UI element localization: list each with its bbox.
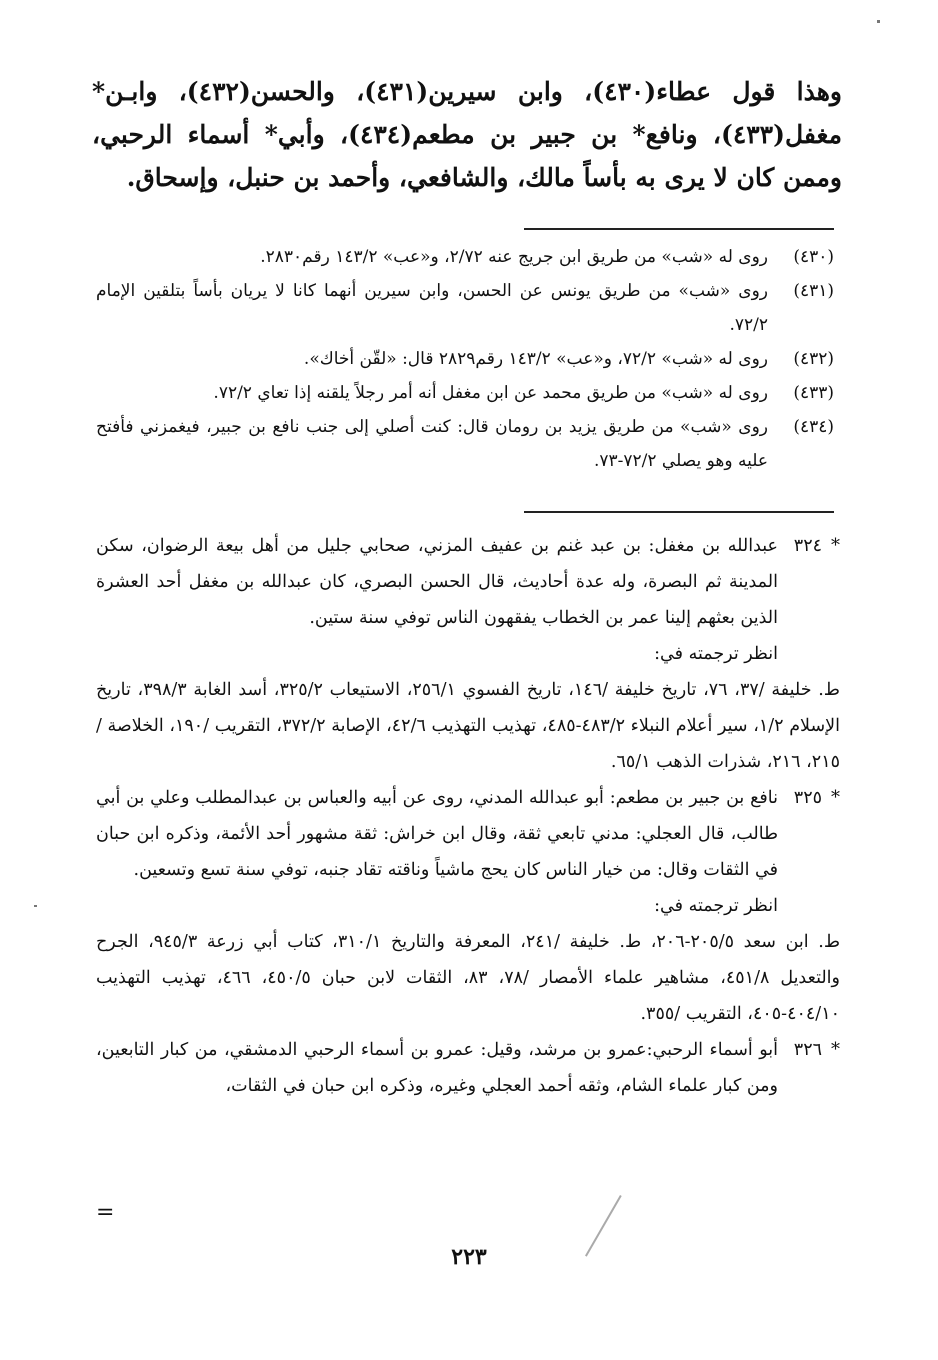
footnote-item [96,376,834,410]
main-paragraph: وهذا قول عطاء(٤٣٠)، وابن سيرين(٤٣١)، والحسن(٤٣٢)، وابـن* مغفل(٤٣٣)، ونافع* بن جبير بن مطعم(٤٣٤)، وأبي* أسماء الرحبي، وممن كان لا يرى به بأساً مالك، والشافعي، وأحمد بن حنبل، وإسحاق. [92,77,843,192]
biographies [96,528,840,1104]
biography-number: ٣٢٦ [793,1040,822,1060]
biography-sources: ط. خليفة /٣٧، ٧٦، تاريخ خليفة /١٤٦، تاريخ الفسوي ٢٥٦/١، الاستيعاب ٣٢٥/٢، أسد الغابة ٣٩٨/٣، تاريخ الإسلام ١/٢، سير أعلام النبلاء ٤٨٣/٢-٤٨٥، تهذيب التهذيب ٤٢/٦، الإصابة ٣٧٢/٢، التقريب /١٩٠، الخلاصة /٢١٥، ٢١٦، شذرات الذهب ٦٥/١. [96,680,840,772]
biography-head [96,528,840,636]
see-translation-label: انظر ترجمته في: [654,644,778,664]
biography-entry [96,1032,840,1104]
footnote-text: روى له «شب» من طريق ابن جريج عنه ٢/٧٢، و«عب» ١٤٣/٢ رقم٢٨٣٠. [260,247,768,267]
footnote-number: (٤٣٠) [793,247,834,267]
footnote-item [96,342,834,376]
asterisk-marker: * [831,535,840,556]
biography-text: أبو أسماء الرحبي:عمرو بن مرشد، وقيل: عمرو بن أسماء الرحبي الدمشقي، من كبار التابعين، ومن كبار علماء الشام، وثقه أحمد العجلي وغيره، وذكره ابن حبان في الثقات، [96,1040,778,1096]
footnotes [96,240,834,478]
footnote-number: (٤٣٢) [793,349,834,369]
biography-number: ٣٢٥ [793,788,822,808]
footnote-text: روى له «شب» من طريق محمد عن ابن مغفل أنه أمر رجلاً يلقنه إذا تعاي ٧٢/٢. [213,383,768,403]
biography-head [96,780,840,888]
scan-speck [34,905,37,907]
biography-text: عبدالله بن مغفل: بن عبد غنم بن عفيف المزني، صحابي جليل من أهل بيعة الرضوان، سكن المدينة ثم البصرة، وله عدة أحاديث، قال الحسن البصري، كان عبدالله بن مغفل أحد العشرة الذين بعثهم إلينا عمر بن الخطاب يفقهون الناس توفي سنة ستين. [96,536,778,628]
footnote-item [96,240,834,274]
biography-entry [96,780,840,1032]
biography-separator [524,511,834,513]
scan-speck [877,20,880,23]
biography-head [96,1032,840,1104]
footnote-text: روى «شب» من طريق يونس عن الحسن، وابن سيرين أنهما كانا لا يريان بأساً بتلقين الإمام ٧٢/٢. [96,281,768,335]
page-number: ٢٢٣ [451,1244,487,1270]
asterisk-marker: * [831,1039,840,1060]
footnote-item [96,274,834,342]
footnote-number: (٤٣٤) [793,417,834,437]
see-translation-label: انظر ترجمته في: [654,896,778,916]
footnote-text: روى «شب» من طريق يزيد بن رومان قال: كنت أصلي إلى جنب نافع بن جبير، فيغمزني فأفتح عليه وهو يصلي ٧٢/٢-٧٣. [96,417,768,471]
footnote-number: (٤٣٣) [793,383,834,403]
biography-entry [96,528,840,780]
main-text [92,70,842,199]
footnote-separator [524,228,834,230]
asterisk-marker: * [831,787,840,808]
biography-sources: ط. ابن سعد ٢٠٥/٥-٢٠٦، ط. خليفة /٢٤١، المعرفة والتاريخ ٣١٠/١، كتاب أبي زرعة ٩٤٥/٣، الجرح والتعديل ٤٥١/٨، مشاهير علماء الأمصار /٧٨، ٨٣، الثقات لابن حبان ٤٥٠/٥، ٤٦٦، تهذيب التهذيب ٤٠٤/١٠-٤٠٥، التقريب /٣٥٥. [96,932,840,1024]
continuation-mark: = [96,1200,115,1225]
footnote-text: روى له «شب» ٧٢/٢، و«عب» ١٤٣/٢ رقم٢٨٢٩ قال: «لقّن أخاك». [303,349,768,369]
footnote-item [96,410,834,478]
footnote-number: (٤٣١) [793,281,834,301]
biography-text: نافع بن جبير بن مطعم: أبو عبدالله المدني، روى عن أبيه والعباس بن عبدالمطلب وعلي بن أبي طالب، قال العجلي: مدني تابعي ثقة، وقال ابن خراش: ثقة مشهور أحد الأئمة، وذكره ابن حبان في الثقات وقال: من خيار الناس كان يحج ماشياً وناقته تقاد جنبه، توفي سنة تسع وتسعين. [96,788,778,880]
biography-number: ٣٢٤ [793,536,822,556]
